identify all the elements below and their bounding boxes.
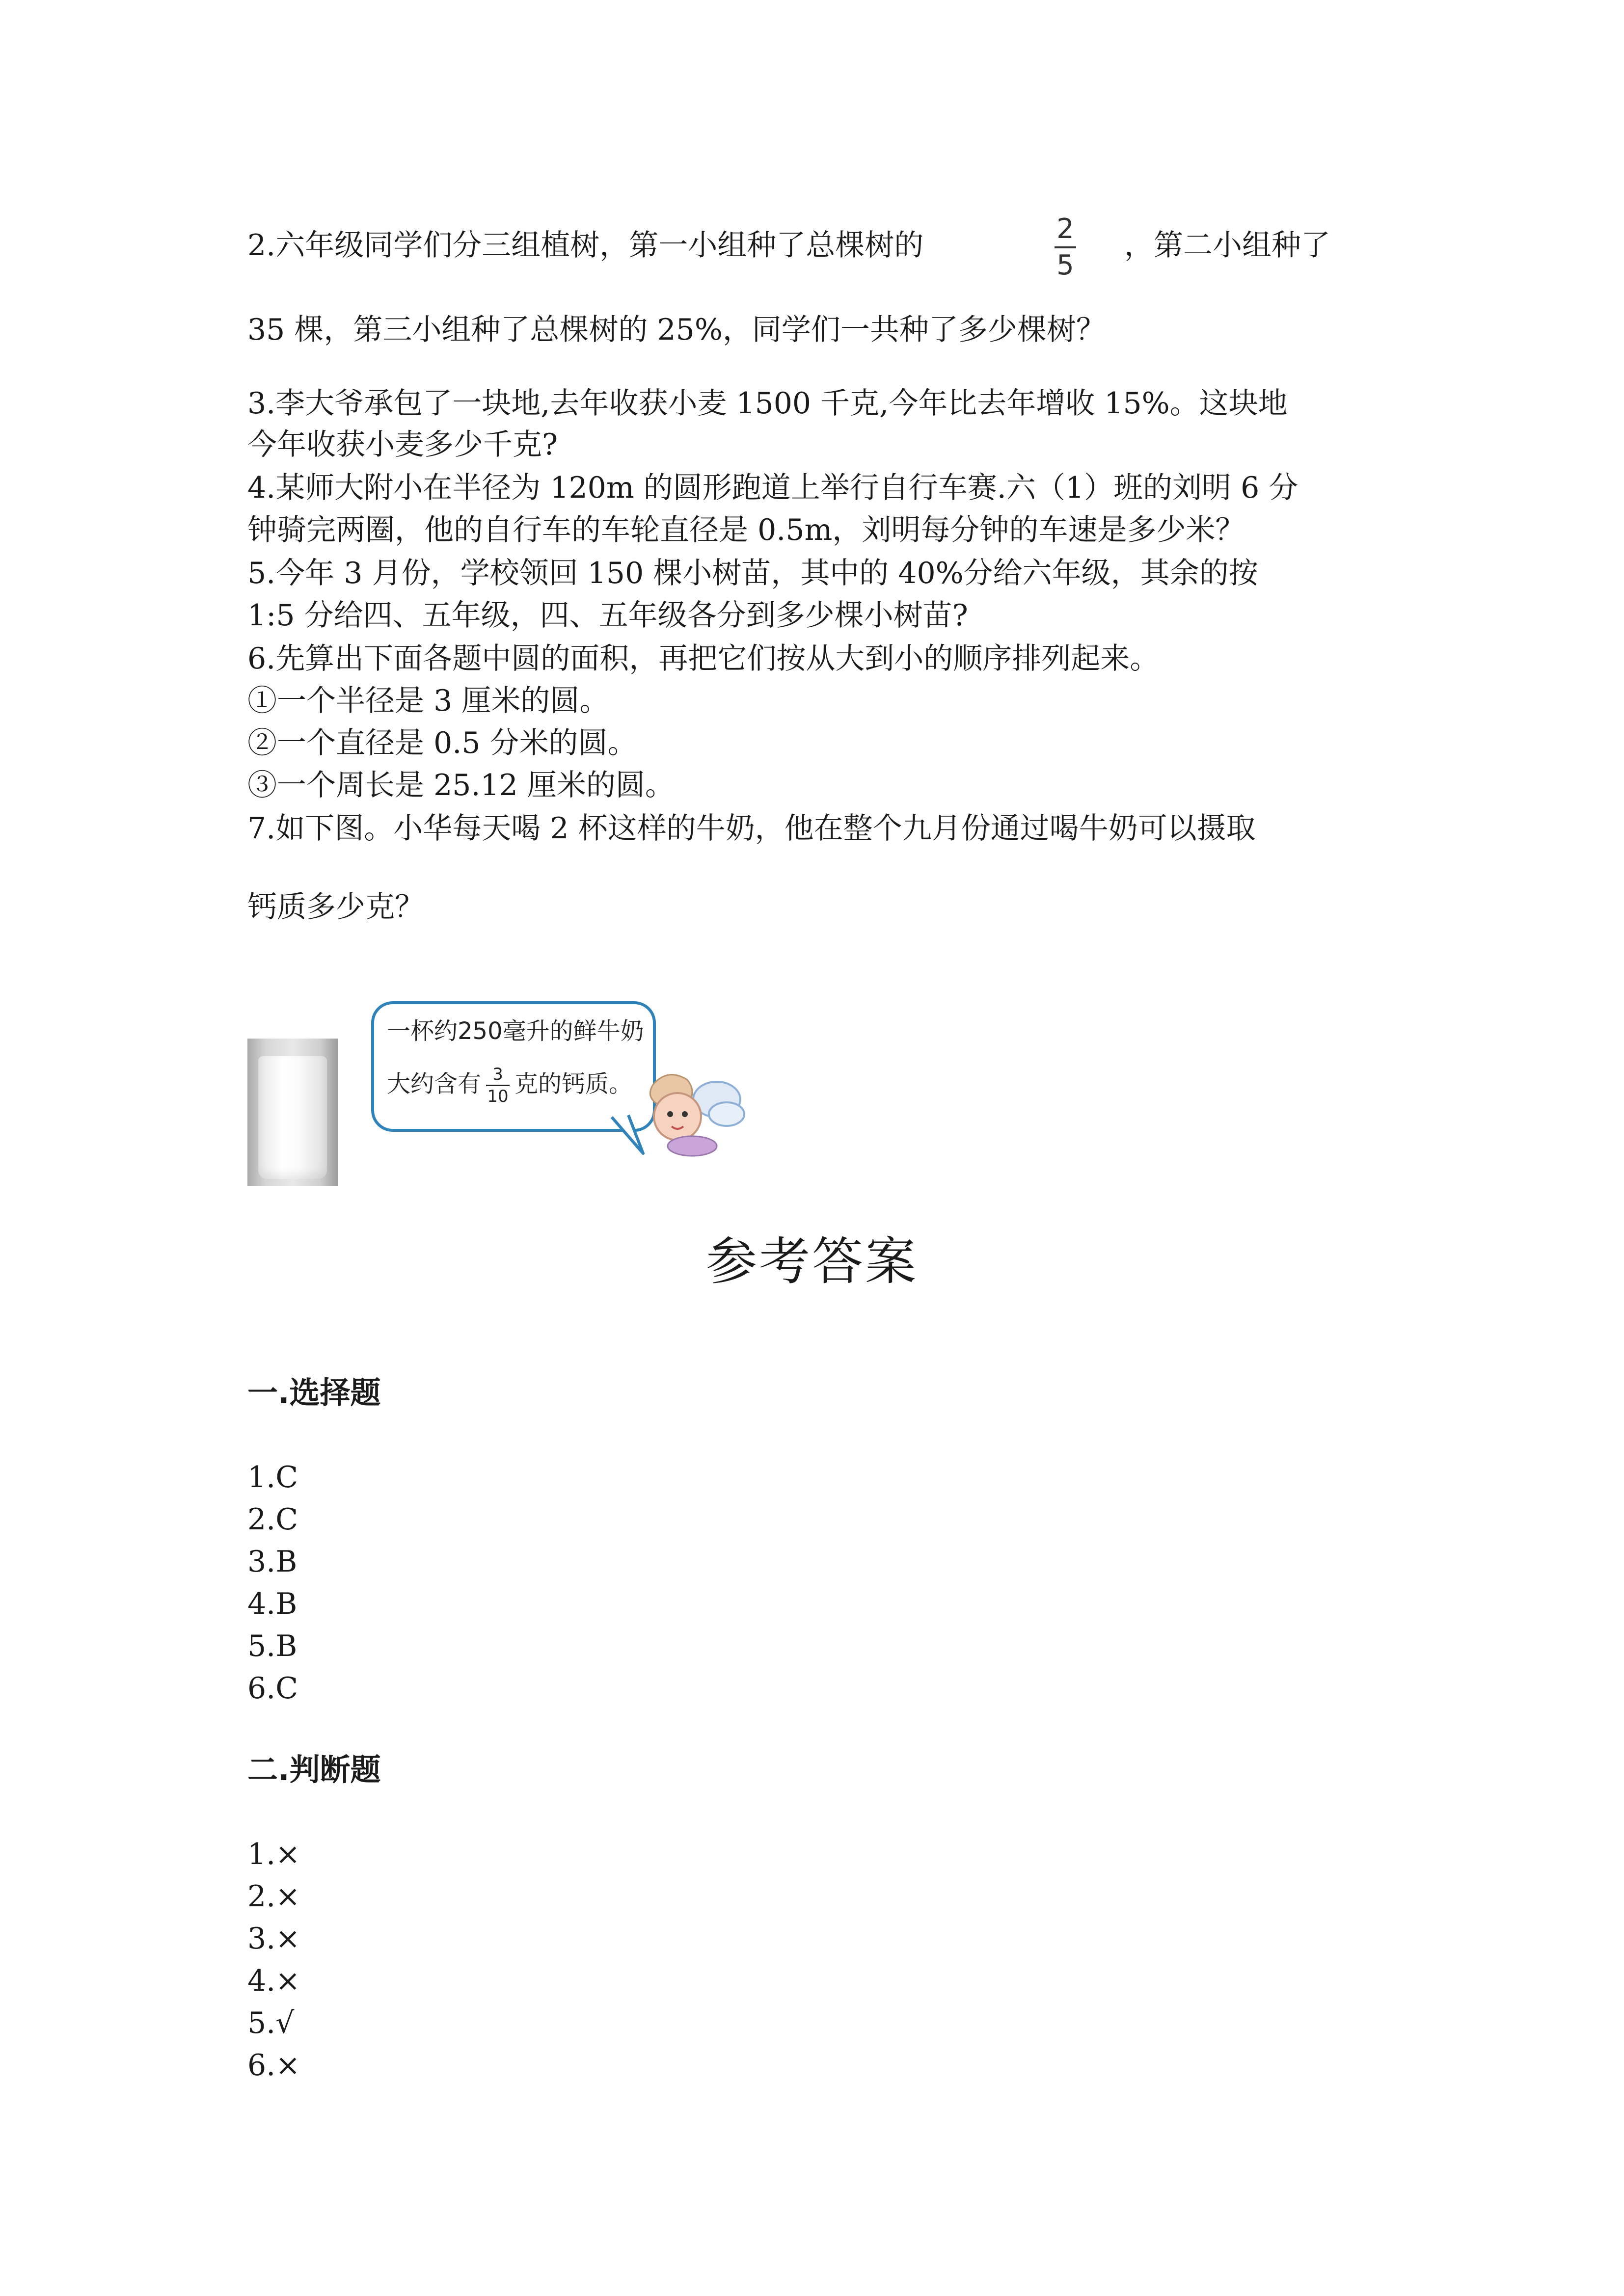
- q5-line2: 1:5 分给四、五年级，四、五年级各分到多少棵小树苗?: [247, 598, 968, 633]
- milk-glass-icon: [247, 1039, 338, 1186]
- section-choice-heading: 一.选择题: [247, 1375, 381, 1411]
- choice-answer: 6.C: [247, 1671, 298, 1706]
- q7-line2: 钙质多少克？: [247, 890, 424, 924]
- q6-line1: 6.先算出下面各题中圆的面积，再把它们按从大到小的顺序排列起来。: [247, 641, 1160, 676]
- bubble-fraction: [484, 1065, 512, 1106]
- judge-answer: 1.×: [247, 1837, 300, 1871]
- fraction-bar: [1055, 246, 1076, 248]
- q4-line1: 4.某师大附小在半径为 120m 的圆形跑道上举行自行车赛.六（1）班的刘明 6 分: [247, 471, 1299, 505]
- choice-answer: 1.C: [247, 1460, 298, 1495]
- cupid-icon: [633, 1065, 746, 1158]
- bubble-line2: [387, 1065, 632, 1106]
- q7-line1: 7.如下图。小华每天喝 2 杯这样的牛奶，他在整个九月份通过喝牛奶可以摄取: [247, 811, 1256, 846]
- q4-line2: 钟骑完两圈，他的自行车的车轮直径是 0.5m，刘明每分钟的车速是多少米？: [247, 513, 1245, 547]
- q2-line1-a: 2.六年级同学们分三组植树，第一小组种了总棵树的: [247, 228, 924, 263]
- choice-answer: 5.B: [247, 1629, 298, 1663]
- choice-answer: 4.B: [247, 1587, 298, 1621]
- bubble-line2-b: 克的钙质。: [514, 1070, 633, 1098]
- q5-line1: 5.今年 3 月份，学校领回 150 棵小树苗，其中的 40%分给六年级，其余的按: [247, 556, 1258, 590]
- q6-item1: ①一个半径是 3 厘米的圆。: [247, 684, 609, 718]
- answers-title: 参考答案: [705, 1231, 918, 1291]
- judge-answer: 3.×: [247, 1922, 300, 1956]
- judge-answer: 4.×: [247, 1964, 300, 1998]
- bubble-fraction-numerator: 3: [492, 1065, 503, 1084]
- judge-answer: 2.×: [247, 1879, 300, 1914]
- q2-line1-b: ，第二小组种了: [1124, 228, 1330, 263]
- q3-line1: 3.李大爷承包了一块地,去年收获小麦 1500 千克,今年比去年增收 15%。这块地: [247, 386, 1288, 421]
- q2-fraction: [1046, 214, 1085, 281]
- bubble-fraction-denominator: 10: [487, 1087, 509, 1106]
- fraction-bar: [486, 1085, 510, 1086]
- bubble-line1: 一杯约250毫升的鲜牛奶: [387, 1017, 644, 1045]
- q3-line2: 今年收获小麦多少千克?: [247, 427, 558, 462]
- q2-fraction-numerator: 2: [1056, 213, 1074, 245]
- section-judge-heading: 二.判断题: [247, 1752, 381, 1788]
- q2-line2: 35 棵，第三小组种了总棵树的 25%，同学们一共种了多少棵树？: [247, 313, 1106, 347]
- q6-item3: ③一个周长是 25.12 厘米的圆。: [247, 768, 675, 802]
- milk: [258, 1056, 327, 1179]
- choice-answer: 2.C: [247, 1502, 298, 1537]
- q2-fraction-denominator: 5: [1056, 249, 1074, 281]
- speech-bubble: [371, 1001, 656, 1132]
- choice-answer: 3.B: [247, 1545, 298, 1579]
- judge-answer: 5.√: [247, 2006, 295, 2040]
- bubble-line2-a: 大约含有: [387, 1070, 482, 1098]
- judge-answer: 6.×: [247, 2048, 300, 2082]
- q6-item2: ②一个直径是 0.5 分米的圆。: [247, 726, 637, 760]
